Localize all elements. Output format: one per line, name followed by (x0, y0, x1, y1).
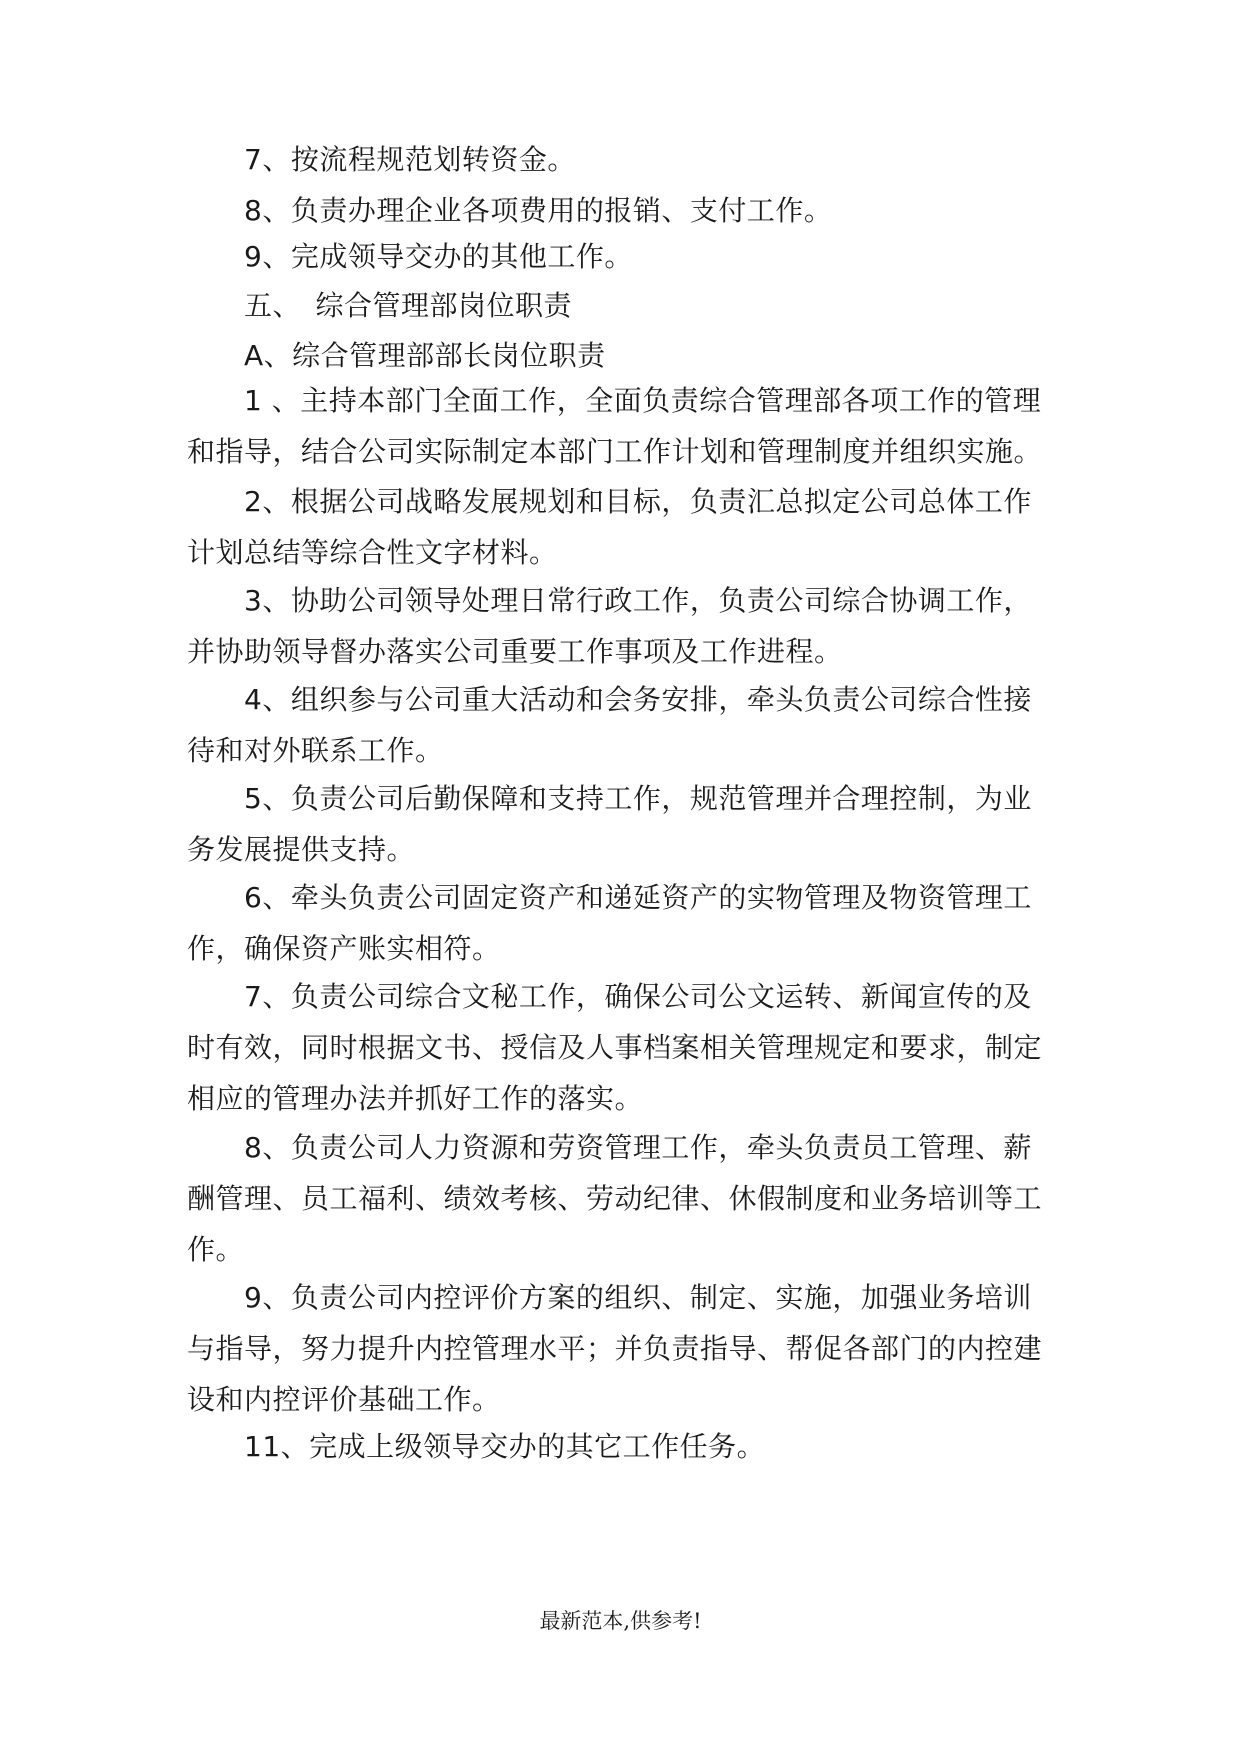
text-line: 6、牵头负责公司固定资产和递延资产的实物管理及物资管理工 (244, 881, 1032, 914)
paragraph (187, 185, 1065, 236)
paragraph (187, 231, 1065, 282)
text-line: 1 、主持本部门全面工作，全面负责综合管理部各项工作的管理 (244, 384, 1042, 417)
text-line: 待和对外联系工作。 (187, 734, 444, 767)
text-line: 相应的管理办法并抓好工作的落实。 (187, 1082, 644, 1115)
paragraph (187, 375, 1065, 477)
text-line: 5、负责公司后勤保障和支持工作，规范管理并合理控制，为业 (244, 782, 1032, 815)
paragraph (187, 674, 1065, 776)
text-line: 和指导，结合公司实际制定本部门工作计划和管理制度并组织实施。 (187, 435, 1043, 468)
subsection-heading (187, 330, 1065, 381)
text-line: 9、完成领导交办的其他工作。 (244, 240, 633, 273)
text-line: 五、 综合管理部岗位职责 (244, 289, 573, 322)
text-line: 9、负责公司内控评价方案的组织、制定、实施，加强业务培训 (244, 1281, 1032, 1314)
paragraph (187, 1272, 1065, 1425)
text-line: 作。 (187, 1233, 245, 1266)
text-line: 7、按流程规范划转资金。 (244, 143, 576, 176)
text-line: 并协助领导督办落实公司重要工作事项及工作进程。 (187, 635, 843, 668)
paragraph (187, 134, 1065, 185)
text-line: 时有效，同时根据文书、授信及人事档案相关管理规定和要求，制定 (187, 1031, 1043, 1064)
text-line: 作，确保资产账实相符。 (187, 932, 501, 965)
paragraph (187, 1421, 1065, 1472)
text-line: 务发展提供支持。 (187, 833, 416, 866)
text-line: 8、负责公司人力资源和劳资管理工作，牵头负责员工管理、薪 (244, 1131, 1032, 1164)
paragraph (187, 773, 1065, 875)
paragraph (187, 476, 1065, 578)
text-line: 2、根据公司战略发展规划和目标，负责汇总拟定公司总体工作 (244, 485, 1032, 518)
paragraph (187, 575, 1065, 677)
text-line: 计划总结等综合性文字材料。 (187, 536, 558, 569)
text-line: A、综合管理部部长岗位职责 (244, 339, 606, 372)
paragraph (187, 1122, 1065, 1275)
text-line: 8、负责办理企业各项费用的报销、支付工作。 (244, 194, 833, 227)
text-line: 11、完成上级领导交办的其它工作任务。 (244, 1430, 766, 1463)
text-line: 7、负责公司综合文秘工作，确保公司公文运转、新闻宣传的及 (244, 980, 1032, 1013)
page-footer: 最新范本,供参考! (539, 1609, 702, 1633)
text-line: 与指导，努力提升内控管理水平；并负责指导、帮促各部门的内控建 (187, 1332, 1043, 1365)
text-line: 酬管理、员工福利、绩效考核、劳动纪律、休假制度和业务培训等工 (187, 1182, 1043, 1215)
text-line: 4、组织参与公司重大活动和会务安排，牵头负责公司综合性接 (244, 683, 1032, 716)
paragraph (187, 971, 1065, 1124)
section-heading (187, 280, 1065, 331)
text-line: 设和内控评价基础工作。 (187, 1383, 501, 1416)
text-line: 3、协助公司领导处理日常行政工作，负责公司综合协调工作， (244, 584, 1032, 617)
paragraph (187, 872, 1065, 974)
